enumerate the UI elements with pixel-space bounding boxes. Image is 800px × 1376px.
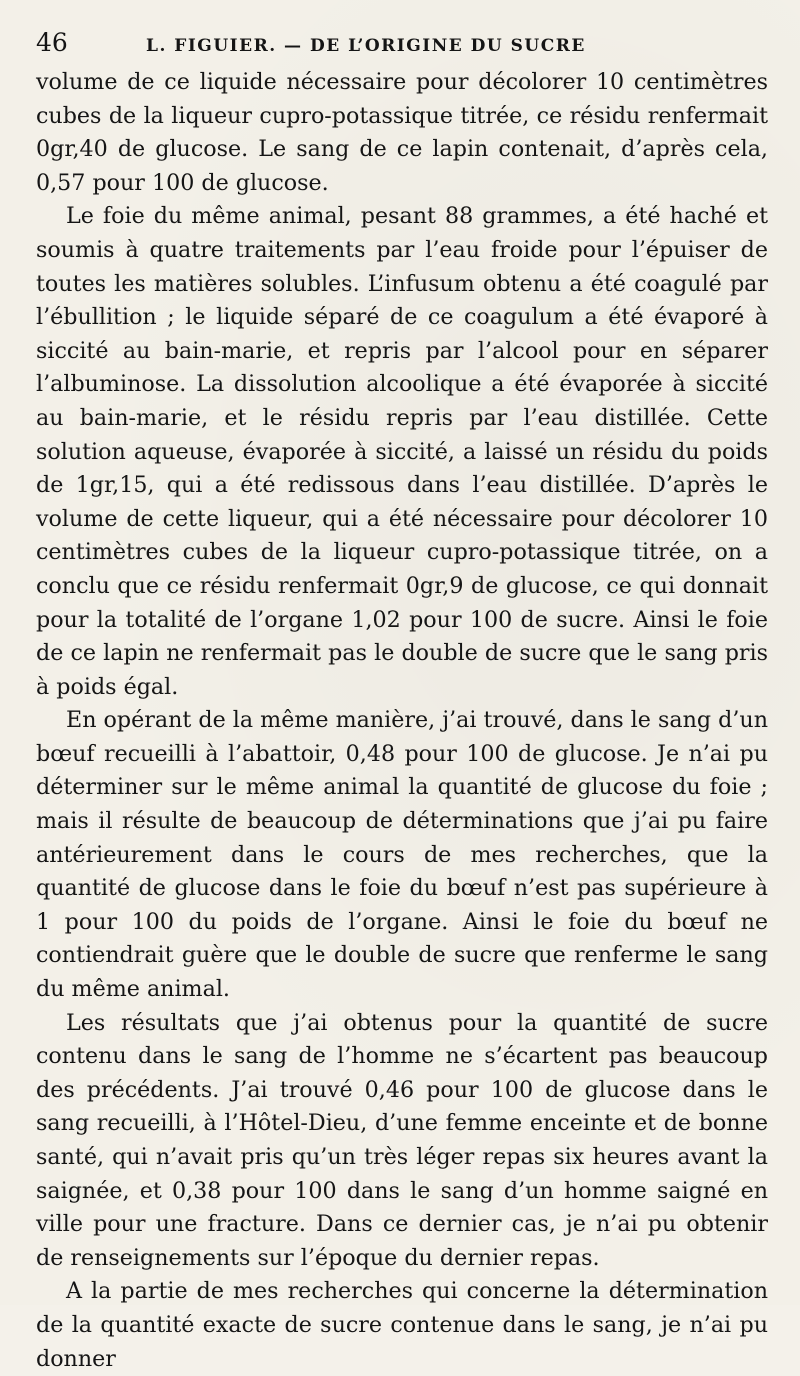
paragraph-human-blood: Les résultats que j’ai obtenus pour la quantité de sucre contenu dans le sang de l’homme ne s’écartent pas beaucoup des précédents. J’ai trouvé 0,46 pour 100 de glucose dans le sang recueilli, à l’Hôtel-Dieu, d’une femme enceinte et de bonne santé, qui n’avait pris qu’un très léger repas six heures avant la saignée, et 0,38 pour 100 dans le sang d’un homme saigné en ville pour une fracture. Dans ce dernier cas, je n’ai pu obtenir de renseignements sur l’époque du dernier repas. xyxy=(36,1009,768,1271)
paragraph-liver-rabbit: Le foie du même animal, pesant 88 grammes, a été haché et soumis à quatre traitements par l’eau froide pour l’épuiser de toutes les matières solubles. L’infusum obtenu a été coagulé par l’ébullition ; le liquide séparé de ce coagulum a été évaporé à siccité au bain-marie, et repris par l’alcool pour en séparer l’albuminose. La dissolution alcoolique a été évaporée à siccité au bain-marie, et le résidu repris par l’eau distillée. Cette solution aqueuse, évaporée à siccité, a laissé un résidu du poids de 1gr,15, qui a été redissous dans l’eau distillée. D’après le volume de cette liqueur, qui a été nécessaire pour décolorer 10 centimètres cubes de la liqueur cupro-potassique titrée, on a conclu que ce résidu renfermait 0gr,9 de glucose, ce qui donnait pour la totalité de l’organe 1,02 pour 100 de sucre. Ainsi le foie de ce lapin ne renfermait pas le double de sucre que le sang pris à poids égal. xyxy=(36,203,768,700)
paragraph-continuation: volume de ce liquide nécessaire pour décolorer 10 centimètres cubes de la liqueur cupro-potassique titrée, ce résidu renfermait 0gr,40 de glucose. Le sang de ce lapin contenait, d’après cela, 0,57 pour 100 de glucose. xyxy=(36,69,768,196)
body-text xyxy=(36,66,768,1376)
running-title: L. FIGUIER. — DE L’ORIGINE DU SUCRE xyxy=(146,36,586,56)
running-head xyxy=(36,28,768,66)
paragraph-ox-blood: En opérant de la même manière, j’ai trouvé, dans le sang d’un bœuf recueilli à l’abattoir, 0,48 pour 100 de glucose. Je n’ai pu déterminer sur le même animal la quantité de glucose du foie ; mais il résulte de beaucoup de déterminations que j’ai pu faire antérieurement dans le cours de mes recherches, que la quantité de glucose dans le foie du bœuf n’est pas supérieure à 1 pour 100 du poids de l’organe. Ainsi le foie du bœuf ne contiendrait guère que le double de sucre que renferme le sang du même animal. xyxy=(36,707,768,1003)
page-number: 46 xyxy=(36,28,68,57)
paragraph-final: A la partie de mes recherches qui concerne la détermination de la quantité exacte de sucre contenue dans le sang, je n’ai pu donner xyxy=(36,1278,768,1372)
